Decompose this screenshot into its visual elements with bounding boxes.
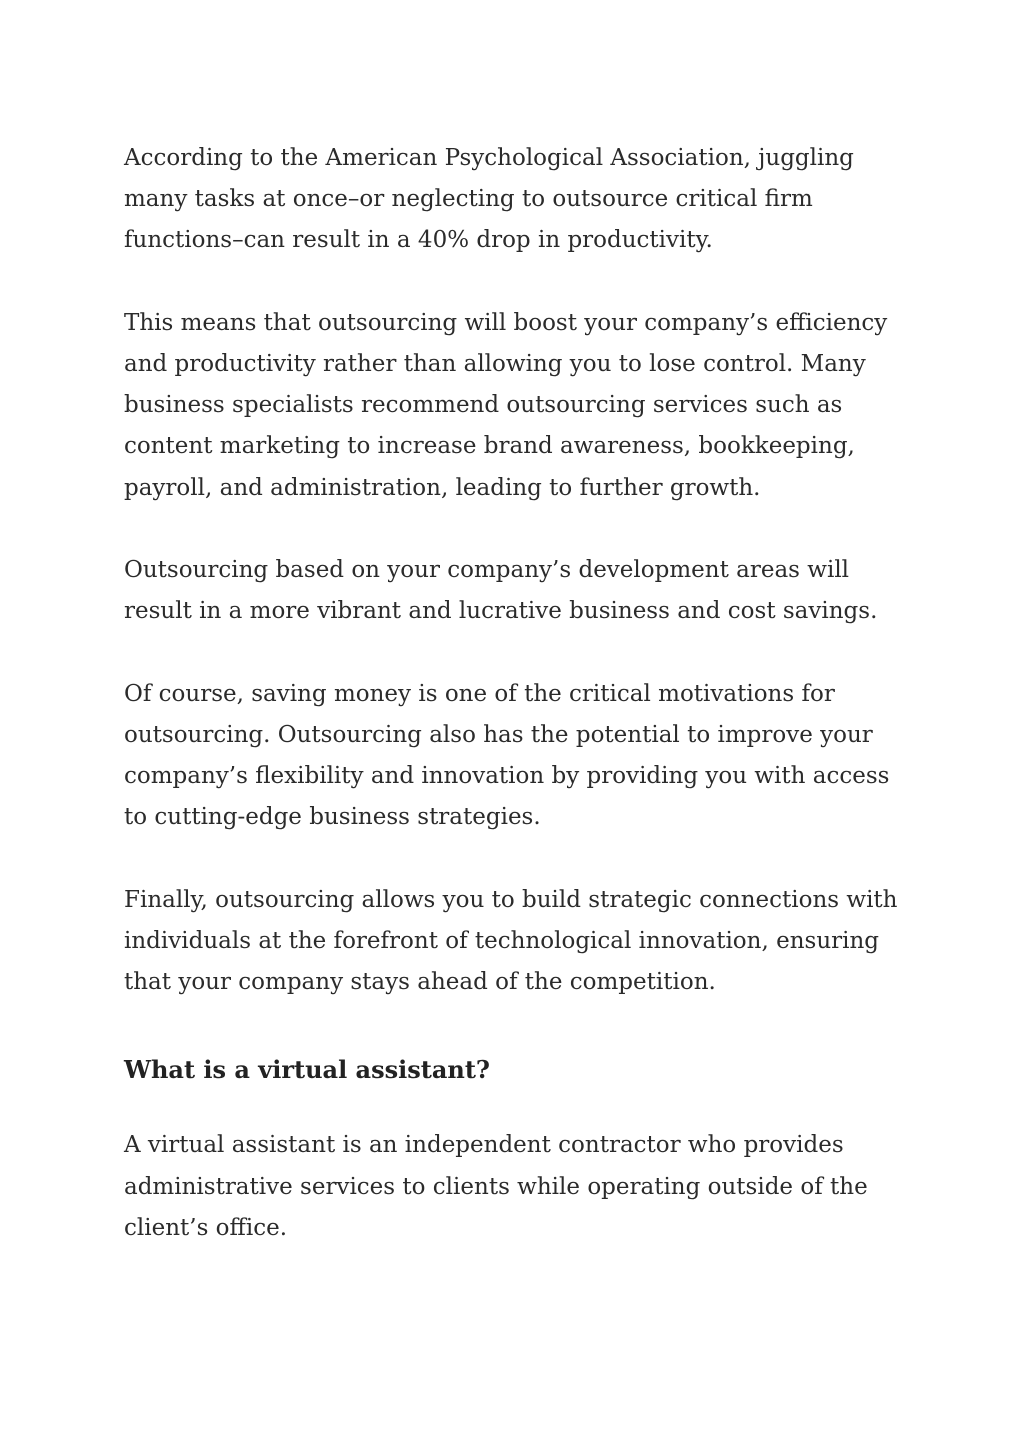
paragraph-strategic-connections: Finally, outsourcing allows you to build strategic connections with individuals at the forefront of technological innovation, ensuring that your company stays ahead of the competition. (124, 886, 898, 995)
paragraph-outsourcing-efficiency: This means that outsourcing will boost your company’s efficiency and productivity rather than allowing you to lose control. Many business specialists recommend outsourcing services such as content marketing to increase brand awareness, bookkeeping, payroll, and administration, leading to further growth. (124, 309, 888, 501)
paragraph-saving-money: Of course, saving money is one of the critical motivations for outsourcing. Outsourcing also has the potential to improve your company’s flexibility and innovation by providing you with access to cutting-edge business strategies. (124, 680, 890, 831)
document-page (124, 138, 904, 1290)
paragraph-virtual-assistant-definition: A virtual assistant is an independent contractor who provides administrative services to clients while operating outside of the client’s office. (124, 1132, 868, 1241)
section-heading-virtual-assistant: What is a virtual assistant? (124, 1055, 490, 1085)
paragraph-productivity-statistic: According to the American Psychological Association, juggling many tasks at once–or neglecting to outsource critical firm functions–can result in a 40% drop in productivity. (124, 145, 854, 254)
paragraph-development-areas: Outsourcing based on your company’s development areas will result in a more vibrant and lucrative business and cost savings. (124, 557, 878, 625)
